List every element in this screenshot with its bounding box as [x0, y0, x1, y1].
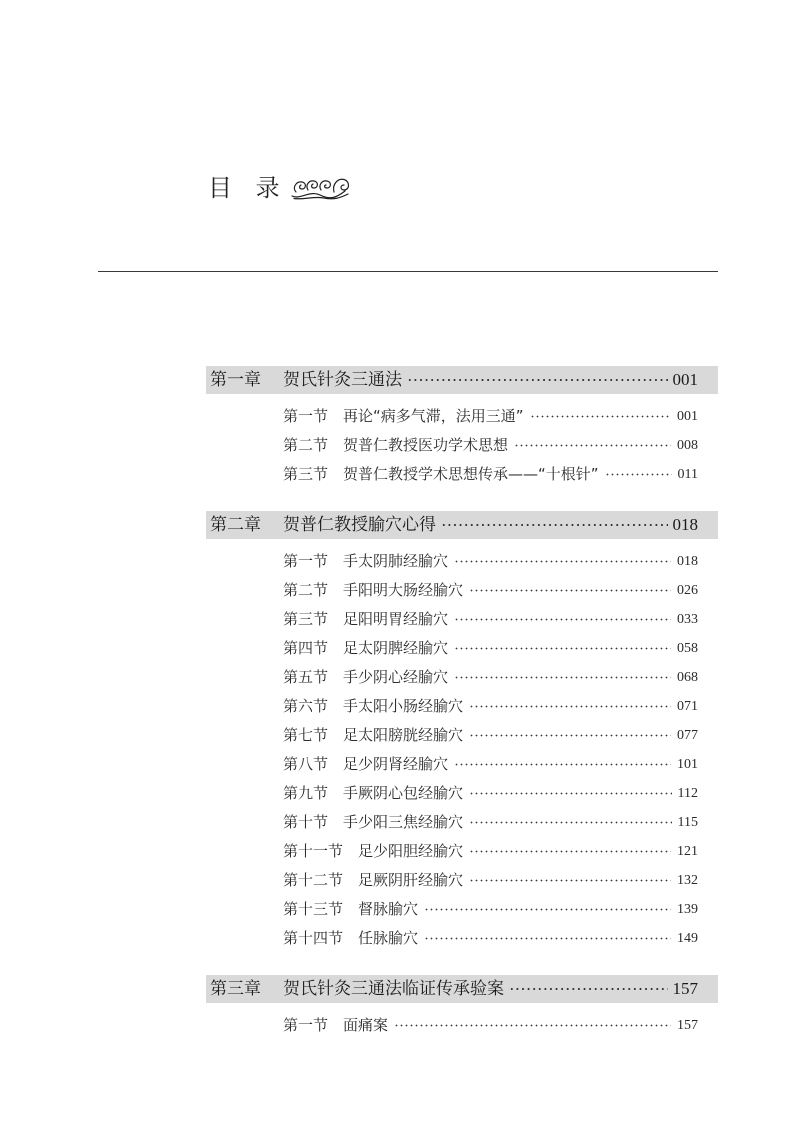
- section-title: 足少阴肾经腧穴: [343, 755, 449, 773]
- section-page-number: 132: [677, 873, 698, 888]
- toc-section-row: [283, 576, 698, 605]
- section-title: 任脉腧穴: [358, 929, 419, 947]
- section-page-number: 068: [677, 670, 698, 685]
- chapter-3-heading: [206, 975, 718, 1003]
- section-number: 第一节: [283, 552, 329, 570]
- chapter-number: 第三章: [210, 979, 261, 999]
- section-page-number: 026: [677, 583, 698, 598]
- page-title: 目 录: [208, 174, 280, 202]
- section-number: 第七节: [283, 726, 329, 744]
- section-title: 手厥阴心包经腧穴: [343, 784, 464, 802]
- section-title: 贺普仁教授学术思想传承——“十根针”: [343, 465, 599, 483]
- title-divider: [98, 271, 718, 272]
- section-page-number: 115: [677, 815, 698, 830]
- section-title: 足阳明胃经腧穴: [343, 610, 449, 628]
- section-title: 手少阳三焦经腧穴: [343, 813, 464, 831]
- chapter-number: 第二章: [210, 515, 261, 535]
- section-page-number: 101: [677, 757, 698, 772]
- dot-leader: [424, 924, 671, 953]
- dot-leader: [469, 576, 671, 605]
- chapter-2-heading: [206, 511, 718, 539]
- section-page-number: 112: [677, 786, 698, 801]
- toc-section-row: [283, 634, 698, 663]
- chapter-3-sections: [206, 1011, 718, 1040]
- chapter-1: [206, 366, 718, 489]
- chapter-title: 贺氏针灸三通法: [283, 370, 402, 390]
- toc-section-row: [283, 779, 698, 808]
- toc-section-row: [283, 750, 698, 779]
- section-title: 贺普仁教授医功学术思想: [343, 436, 509, 454]
- dot-leader: [394, 1011, 671, 1040]
- dot-leader: [469, 808, 671, 837]
- toc-section-row: [283, 721, 698, 750]
- toc-section-row: [283, 924, 698, 953]
- section-number: 第一节: [283, 407, 329, 425]
- section-page-number: 077: [677, 728, 698, 743]
- dot-leader: [605, 460, 672, 489]
- section-title: 手少阴心经腧穴: [343, 668, 449, 686]
- toc-section-row: [283, 692, 698, 721]
- chapter-page-number: 157: [672, 979, 698, 998]
- section-number: 第六节: [283, 697, 329, 715]
- chapter-1-heading: [206, 366, 718, 394]
- toc-section-row: [283, 837, 698, 866]
- dot-leader: [469, 692, 671, 721]
- chapter-2-sections: [206, 547, 718, 953]
- section-number: 第二节: [283, 436, 329, 454]
- toc-list: [206, 366, 718, 1040]
- toc-header: [208, 174, 352, 202]
- toc-section-row: [283, 663, 698, 692]
- toc-section-row: [283, 460, 698, 489]
- chapter-title: 贺氏针灸三通法临证传承验案: [283, 979, 504, 999]
- section-title: 足少阳胆经腧穴: [358, 842, 464, 860]
- section-title: 手太阴肺经腧穴: [343, 552, 449, 570]
- chapter-page-number: 001: [672, 370, 698, 389]
- section-title: 足厥阴肝经腧穴: [358, 871, 464, 889]
- dot-leader: [469, 837, 671, 866]
- dot-leader: [530, 402, 671, 431]
- section-page-number: 058: [677, 641, 698, 656]
- section-page-number: 008: [677, 438, 698, 453]
- section-page-number: 071: [677, 699, 698, 714]
- dot-leader: [509, 975, 668, 1003]
- section-number: 第十二节: [283, 871, 344, 889]
- section-title: 手阳明大肠经腧穴: [343, 581, 464, 599]
- section-number: 第四节: [283, 639, 329, 657]
- section-number: 第十四节: [283, 929, 344, 947]
- dot-leader: [454, 634, 671, 663]
- dot-leader: [454, 663, 671, 692]
- section-number: 第十三节: [283, 900, 344, 918]
- dot-leader: [441, 511, 668, 539]
- chapter-title: 贺普仁教授腧穴心得: [283, 515, 436, 535]
- section-number: 第十一节: [283, 842, 344, 860]
- toc-section-row: [283, 895, 698, 924]
- section-page-number: 157: [677, 1018, 698, 1033]
- section-number: 第三节: [283, 610, 329, 628]
- toc-section-row: [283, 1011, 698, 1040]
- section-number: 第三节: [283, 465, 329, 483]
- section-title: 面痛案: [343, 1016, 389, 1034]
- section-number: 第八节: [283, 755, 329, 773]
- section-page-number: 033: [677, 612, 698, 627]
- toc-section-row: [283, 808, 698, 837]
- dot-leader: [469, 866, 671, 895]
- section-page-number: 018: [677, 554, 698, 569]
- section-title: 再论“病多气滞，法用三通”: [343, 407, 524, 425]
- dot-leader: [407, 366, 668, 394]
- dot-leader: [454, 750, 671, 779]
- dot-leader: [454, 605, 671, 634]
- section-page-number: 011: [677, 467, 698, 482]
- section-title: 足太阳膀胱经腧穴: [343, 726, 464, 744]
- section-page-number: 149: [677, 931, 698, 946]
- toc-section-row: [283, 402, 698, 431]
- dot-leader: [424, 895, 671, 924]
- chapter-2: [206, 511, 718, 953]
- dot-leader: [454, 547, 671, 576]
- toc-section-row: [283, 605, 698, 634]
- section-number: 第十节: [283, 813, 329, 831]
- section-page-number: 001: [677, 409, 698, 424]
- section-page-number: 139: [677, 902, 698, 917]
- chapter-1-sections: [206, 402, 718, 489]
- chapter-number: 第一章: [210, 370, 261, 390]
- section-number: 第二节: [283, 581, 329, 599]
- dot-leader: [469, 721, 671, 750]
- section-number: 第一节: [283, 1016, 329, 1034]
- section-number: 第九节: [283, 784, 329, 802]
- toc-section-row: [283, 431, 698, 460]
- dot-leader: [469, 779, 671, 808]
- section-title: 督脉腧穴: [358, 900, 419, 918]
- section-title: 手太阳小肠经腧穴: [343, 697, 464, 715]
- toc-section-row: [283, 547, 698, 576]
- section-page-number: 121: [677, 844, 698, 859]
- toc-section-row: [283, 866, 698, 895]
- cloud-ornament-icon: [290, 176, 352, 200]
- dot-leader: [514, 431, 671, 460]
- chapter-3: [206, 975, 718, 1040]
- chapter-page-number: 018: [672, 515, 698, 534]
- section-number: 第五节: [283, 668, 329, 686]
- section-title: 足太阴脾经腧穴: [343, 639, 449, 657]
